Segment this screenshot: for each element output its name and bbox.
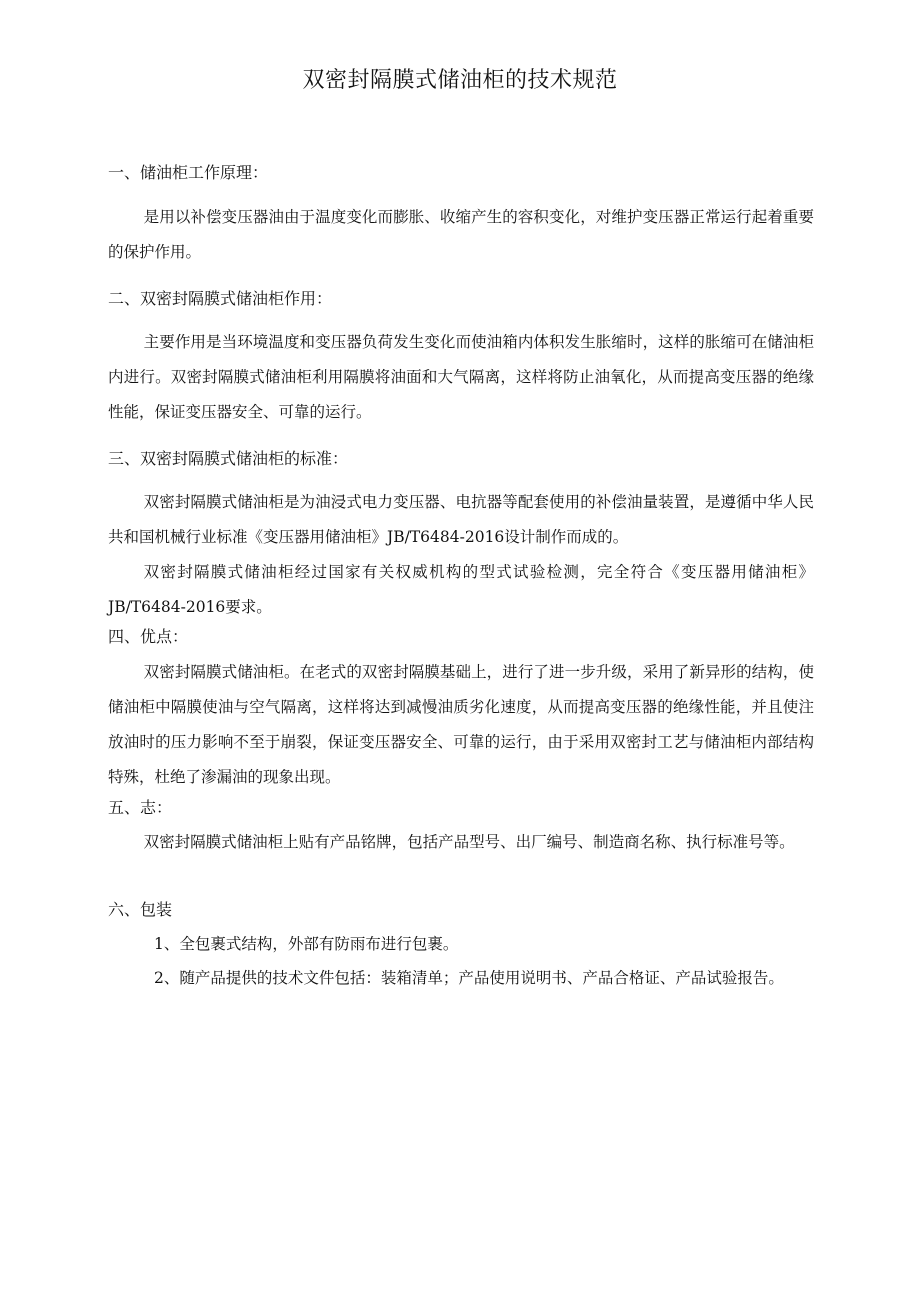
paragraph-standard-1: 双密封隔膜式储油柜是为油浸式电力变压器、电抗器等配套使用的补偿油量装置，是遵循中华人民共和国机械行业标准《变压器用储油柜》JB/T6484-2016设计制作而成的。 xyxy=(108,493,814,546)
paragraph-marking: 双密封隔膜式储油柜上贴有产品铭牌，包括产品型号、出厂编号、制造商名称、执行标准号等。 xyxy=(143,833,795,851)
paragraph-function: 主要作用是当环境温度和变压器负荷发生变化而使油箱内体积发生胀缩时，这样的胀缩可在储油柜内进行。双密封隔膜式储油柜利用隔膜将油面和大气隔离，这样将防止油氧化，从而提高变压器的绝缘性能，保证变压器安全、可靠的运行。 xyxy=(108,333,814,421)
section-heading-standard: 三、双密封隔膜式储油柜的标准： xyxy=(108,449,349,468)
section-heading-advantages: 四、优点： xyxy=(108,627,189,646)
section-heading-function: 二、双密封隔膜式储油柜作用： xyxy=(108,289,333,308)
section-heading-packaging: 六、包装 xyxy=(108,900,173,919)
list-item-packaging-1: 1、全包裹式结构，外部有防雨布进行包裹。 xyxy=(154,935,459,953)
paragraph-advantages: 双密封隔膜式储油柜。在老式的双密封隔膜基础上，进行了进一步升级，采用了新异形的结构，使储油柜中隔膜使油与空气隔离，这样将达到减慢油质劣化速度，从而提高变压器的绝缘性能，并且使注放油时的压力影响不至于崩裂，保证变压器安全、可靠的运行，由于采用双密封工艺与储油柜内部结构特殊，杜绝了渗漏油的现象出现。 xyxy=(108,663,814,786)
paragraph-principle: 是用以补偿变压器油由于温度变化而膨胀、收缩产生的容积变化，对维护变压器正常运行起着重要的保护作用。 xyxy=(108,208,814,261)
list-item-packaging-2: 2、随产品提供的技术文件包括：装箱清单；产品使用说明书、产品合格证、产品试验报告。 xyxy=(154,969,784,987)
paragraph-standard-2: 双密封隔膜式储油柜经过国家有关权威机构的型式试验检测，完全符合《变压器用储油柜》JB/T6484-2016要求。 xyxy=(108,563,814,616)
section-heading-principle: 一、储油柜工作原理： xyxy=(108,163,269,182)
document-title: 双密封隔膜式储油柜的技术规范 xyxy=(302,68,618,93)
section-heading-marking: 五、志： xyxy=(108,798,173,817)
